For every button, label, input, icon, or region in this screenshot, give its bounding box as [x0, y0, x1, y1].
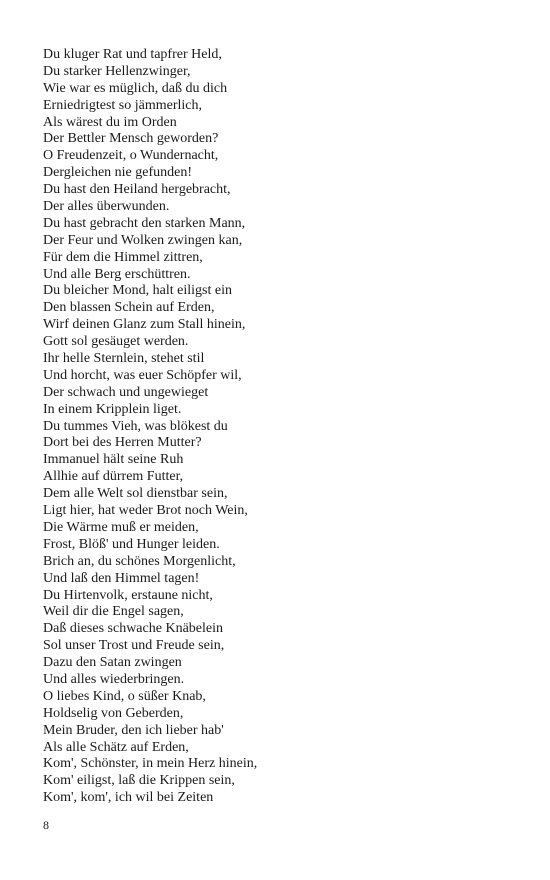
poem-line: Kom' eiligst, laß die Krippen sein,	[43, 773, 235, 789]
poem-line: Frost, Blöß' und Hunger leiden.	[43, 536, 220, 552]
page-number: 8	[43, 818, 49, 832]
poem-line: Wie war es müglich, daß du dich	[43, 80, 228, 96]
poem-text	[43, 47, 257, 807]
poem-line: Du tummes Vieh, was blökest du	[43, 418, 228, 434]
poem-line: Und alle Berg erschüttren.	[43, 266, 191, 282]
poem-line: Allhie auf dürrem Futter,	[43, 469, 184, 485]
poem-line: Du hast gebracht den starken Mann,	[43, 215, 246, 231]
poem-line: Du bleicher Mond, halt eiligst ein	[43, 283, 232, 299]
poem-line: O Freudenzeit, o Wundernacht,	[43, 148, 219, 164]
poem-line: Und laß den Himmel tagen!	[43, 570, 200, 586]
poem-line: Gott sol gesäuget werden.	[43, 334, 189, 350]
poem-line: Dem alle Welt sol dienstbar sein,	[43, 486, 228, 502]
poem-line: Die Wärme muß er meiden,	[43, 519, 199, 535]
poem-line: Der Bettler Mensch geworden?	[43, 131, 219, 147]
poem-line: Der Feur und Wolken zwingen kan,	[43, 232, 243, 248]
poem-line: Und horcht, was euer Schöpfer wil,	[43, 367, 242, 383]
poem-line: Der schwach und ungewieget	[43, 384, 209, 400]
poem-line: Dergleichen nie gefunden!	[43, 165, 193, 181]
poem-line: Kom', kom', ich wil bei Zeiten	[43, 790, 214, 806]
poem-line: Für dem die Himmel zittren,	[43, 249, 203, 265]
poem-line: Als alle Schätz auf Erden,	[43, 739, 189, 755]
poem-line: Daß dieses schwache Knäbelein	[43, 621, 223, 637]
poem-line: Brich an, du schönes Morgenlicht,	[43, 553, 236, 569]
poem-line: Erniedrigtest so jämmerlich,	[43, 97, 203, 113]
poem-line: Sol unser Trost und Freude sein,	[43, 638, 225, 654]
poem-line: Dort bei des Herren Mutter?	[43, 435, 202, 451]
poem-line: Ihr helle Sternlein, stehet stil	[43, 351, 205, 367]
poem-line: Du kluger Rat und tapfrer Held,	[43, 47, 222, 62]
poem-line: Holdselig von Geberden,	[43, 705, 184, 721]
poem-line: Weil dir die Engel sagen,	[43, 604, 184, 620]
poem-line: Du starker Hellenzwinger,	[43, 63, 191, 79]
poem-line: Und alles wiederbringen.	[43, 671, 185, 687]
poem-line: Immanuel hält seine Ruh	[43, 452, 184, 468]
poem-line: Als wärest du im Orden	[43, 114, 177, 130]
poem-line: Ligt hier, hat weder Brot noch Wein,	[43, 503, 248, 519]
poem-line: Du Hirtenvolk, erstaune nicht,	[43, 587, 213, 603]
poem-line: O liebes Kind, o süßer Knab,	[43, 688, 206, 704]
poem-line: Dazu den Satan zwingen	[43, 655, 182, 671]
poem-line: Du hast den Heiland hergebracht,	[43, 182, 231, 198]
poem-line: In einem Kripplein liget.	[43, 401, 182, 417]
poem-line: Wirf deinen Glanz zum Stall hinein,	[43, 317, 246, 333]
poem-line: Den blassen Schein auf Erden,	[43, 300, 215, 316]
poem-line: Kom', Schönster, in mein Herz hinein,	[43, 756, 258, 772]
poem-line: Der alles überwunden.	[43, 199, 170, 215]
poem-line: Mein Bruder, den ich lieber hab'	[43, 722, 224, 738]
